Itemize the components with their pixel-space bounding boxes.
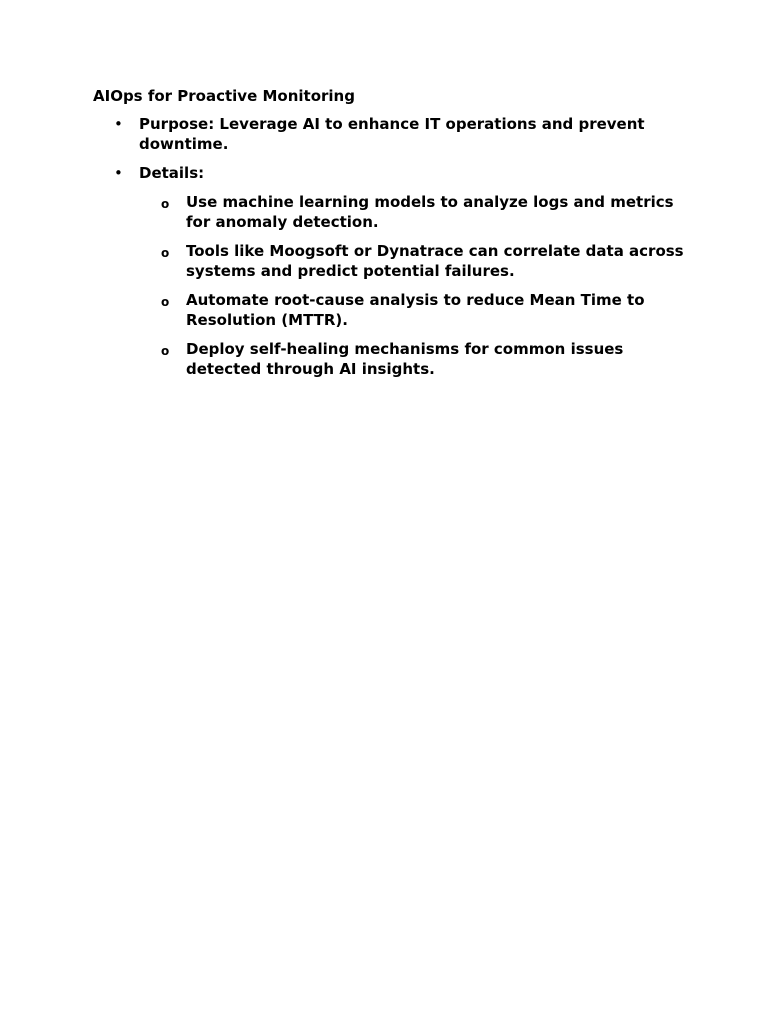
section-heading: AIOps for Proactive Monitoring [93,87,355,105]
bullet-icon: • [114,115,123,133]
sub-list-item [161,193,686,232]
sub-list-item-text: Tools like Moogsoft or Dynatrace can correlate data across systems and predict potential failures. [186,242,684,280]
sub-list-item-text: Automate root-cause analysis to reduce Mean Time to Resolution (MTTR). [186,291,645,329]
hollow-bullet-icon: o [161,197,170,211]
hollow-bullet-icon: o [161,295,170,309]
sub-list-item-text: Deploy self-healing mechanisms for common issues detected through AI insights. [186,340,624,378]
list-item-text: Purpose: Leverage AI to enhance IT operations and prevent downtime. [139,115,645,153]
hollow-bullet-icon: o [161,246,170,260]
sub-list-item [161,242,686,281]
hollow-bullet-icon: o [161,344,170,358]
list-item-purpose [114,115,699,154]
sub-list-item [161,291,686,330]
list-item-text: Details: [139,164,205,182]
bullet-icon: • [114,164,123,182]
list-item-details [114,164,699,184]
sub-list-item-text: Use machine learning models to analyze logs and metrics for anomaly detection. [186,193,674,231]
sub-list-item [161,340,686,379]
